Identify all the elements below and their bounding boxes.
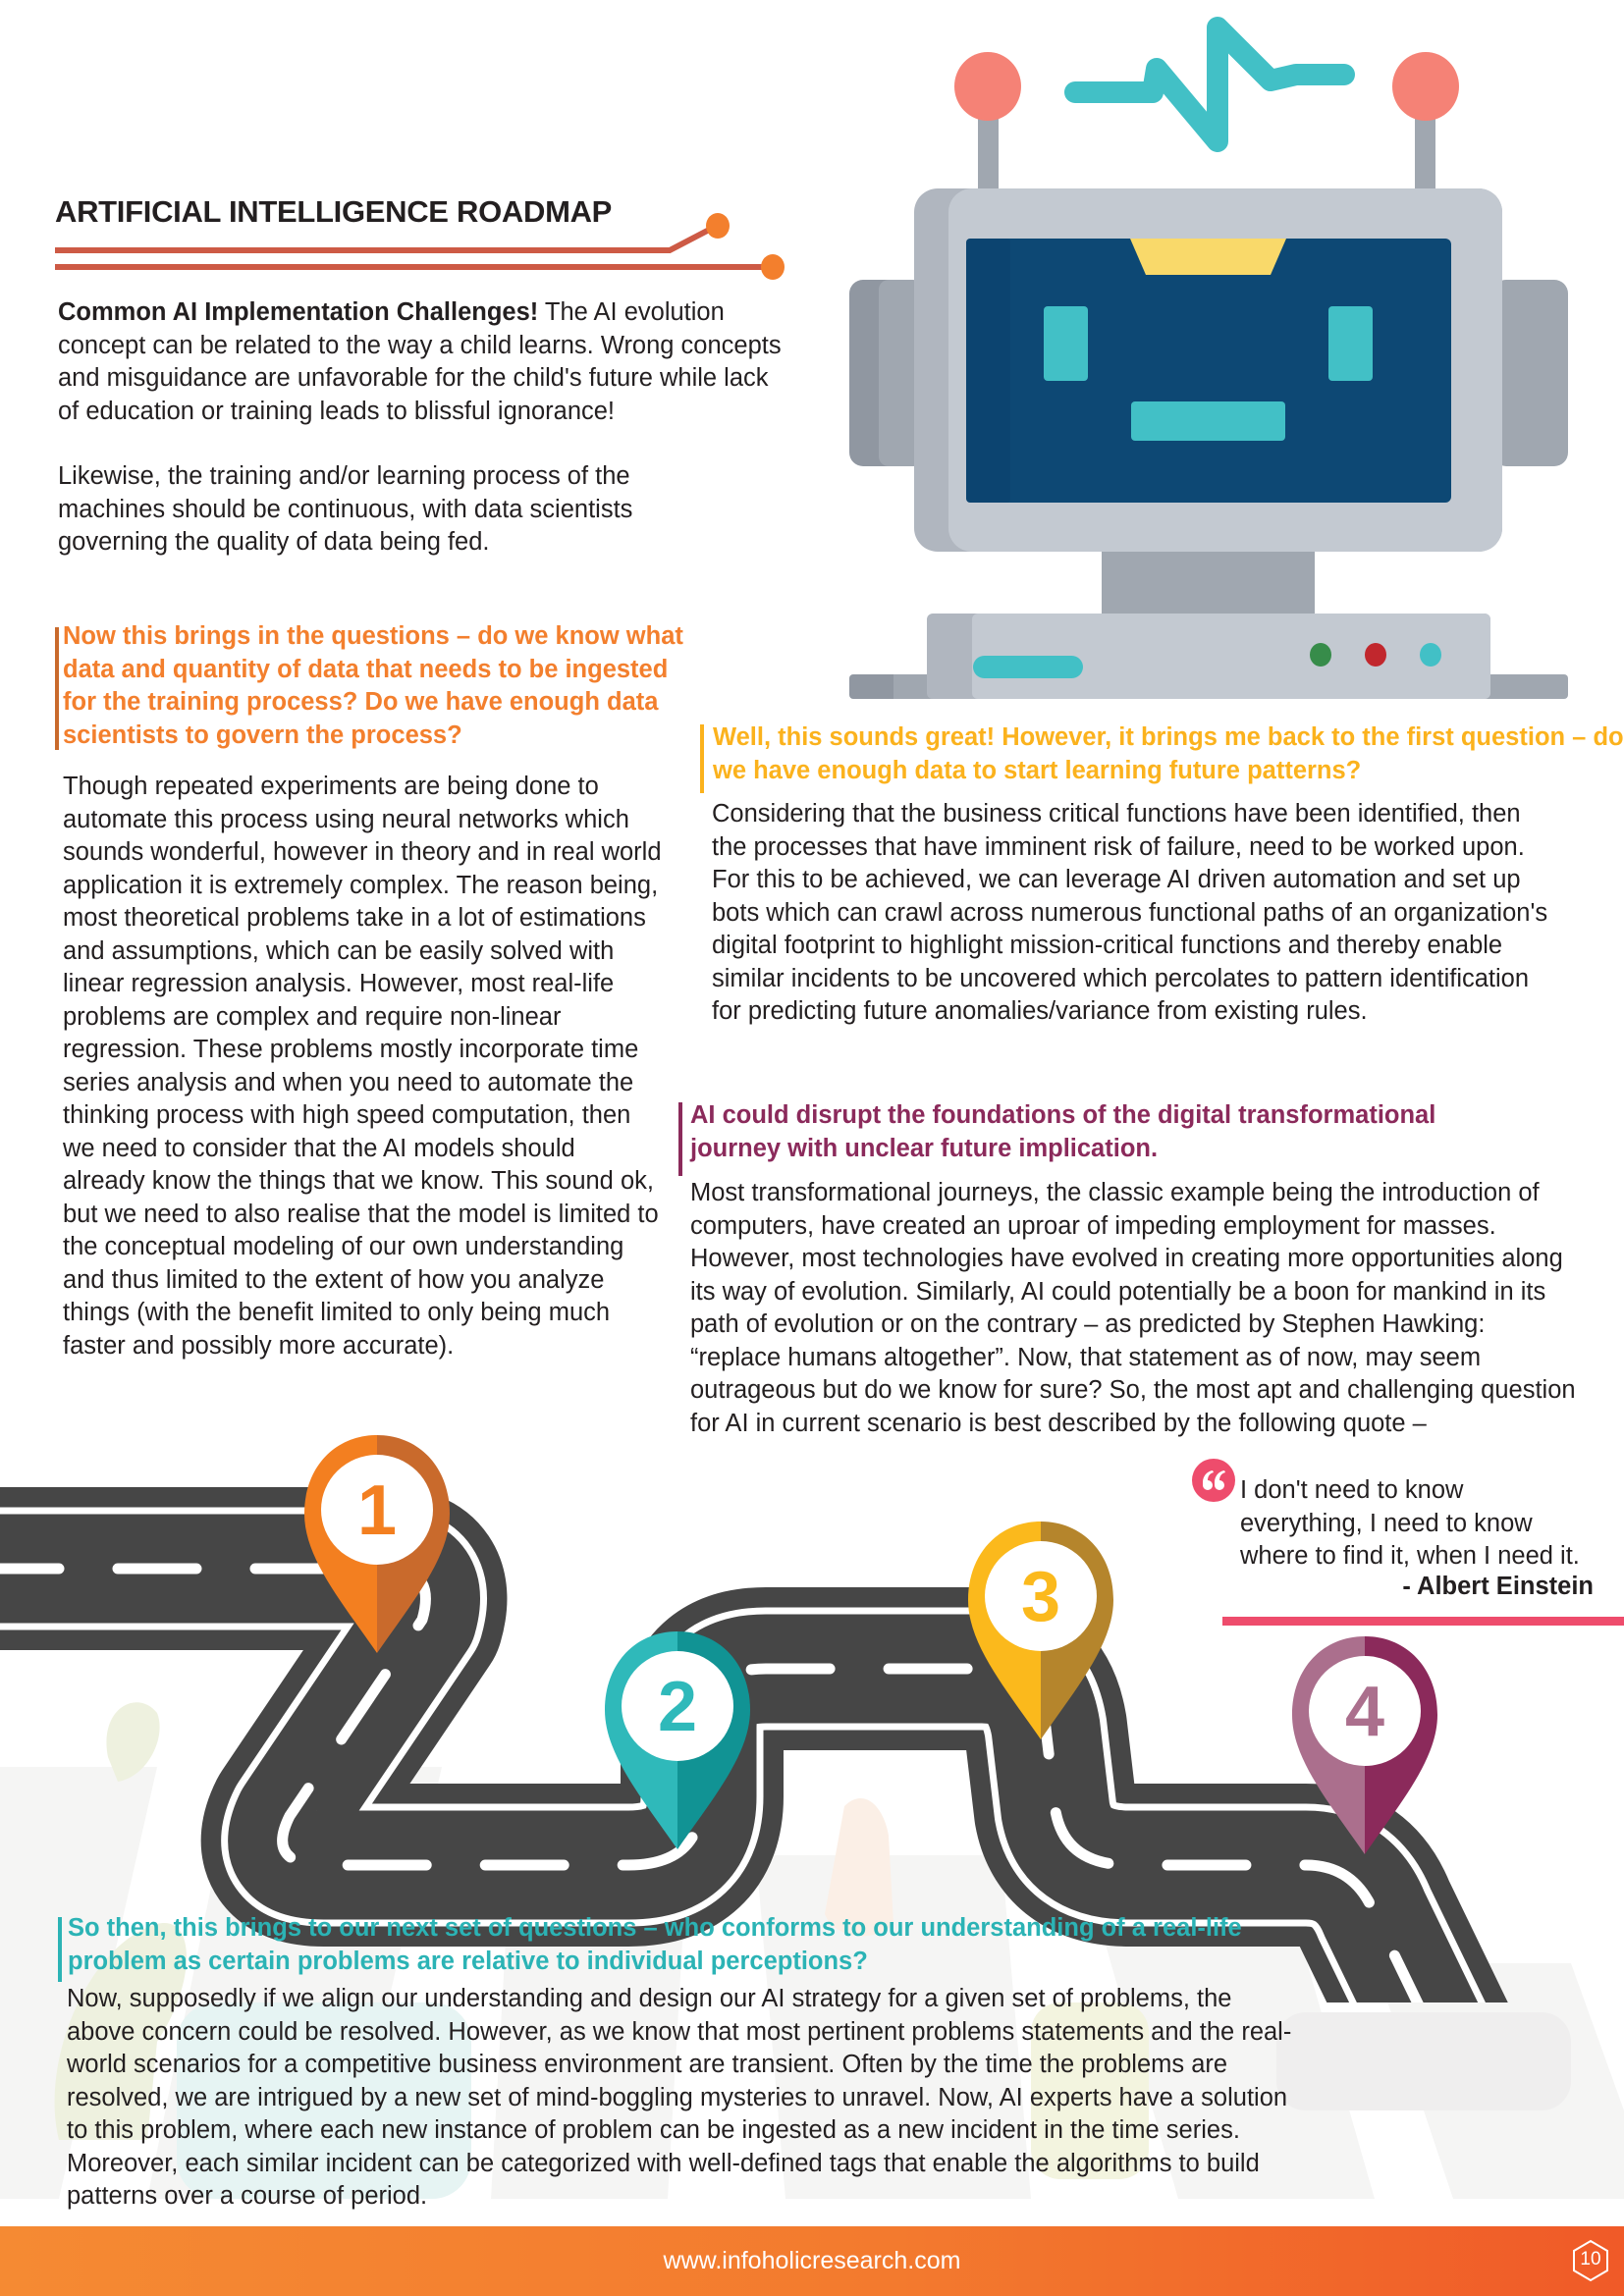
roadmap-pin-2 bbox=[603, 1631, 752, 1849]
svg-text:4: 4 bbox=[1344, 1673, 1385, 1751]
section-3-heading: AI could disrupt the foundations of the digital transformational journey with unclear future implication. bbox=[690, 1101, 1436, 1162]
section-1-body: Though repeated experiments are being done to automate this process using neural networks which sounds wonderful, however in theory and in real world application it is extremely complex. The reason being, most theoretical problems take in a lot of estimations and assumptions, which can be easily solved with linear regression analysis. However, most real-life problems are complex and require non-linear regression. These problems mostly incorporate time series analysis and when you need to automate the thinking process with high speed computation, then we need to consider that the AI models should already know the things that we know. This sound ok, but we need to also realise that the model is limited to the conceptual modeling of our own understanding and thus limited to the extent of how you analyze things (with the benefit limited to only being much faster and possibly more accurate). bbox=[63, 773, 662, 1360]
page-number-badge bbox=[1571, 2239, 1610, 2282]
section-2-body: Considering that the business critical functions have been identified, then the processes that have imminent risk of failure, need to be worked upon. For this to be achieved, we can leverage AI driven automation and set up bots which can crawl across numerous functional paths of an organization's digital footprint to highlight mission-critical functions and thereby enable similar incidents to be uncovered which percolates to pattern identification for predicting future anomalies/variance from existing rules. bbox=[712, 800, 1548, 1025]
svg-text:1: 1 bbox=[356, 1471, 398, 1550]
roadmap-pin-4 bbox=[1290, 1636, 1439, 1854]
intro-text: The AI evolution concept can be related to the way a child learns. Wrong concepts and misguidance are unfavorable for the child's future while lack of education or training leads to blissful ignorance! bbox=[58, 298, 782, 425]
intro-lead: Common AI Implementation Challenges! bbox=[58, 298, 539, 326]
quote-underline bbox=[1222, 1617, 1624, 1626]
quote-icon bbox=[1191, 1459, 1236, 1502]
svg-text:2: 2 bbox=[657, 1668, 698, 1746]
section-4-body: Now, supposedly if we align our understanding and design our AI strategy for a given set of problems, the above concern could be resolved. However, as we know that most pertinent problems statements and the real-world scenarios for a competitive business environment are transient. Often by the time the problems are resolved, we are intrigued by a new set of mind-boggling mysteries to unravel. Now, AI experts have a solution to this problem, where each new instance of problem can be ingested as a new incident in the time series. Moreover, each similar incident can be categorized with well-defined tags that enable the algorithms to build patterns over a course of period. bbox=[67, 1985, 1292, 2210]
roadmap-pin-1 bbox=[302, 1435, 452, 1653]
section-2-heading: Well, this sounds great! However, it brings me back to the first question – do we have enough data to start learning future patterns? bbox=[713, 723, 1624, 784]
roadmap-pin-3 bbox=[966, 1522, 1115, 1739]
svg-text:3: 3 bbox=[1020, 1558, 1061, 1636]
title-underline-decoration bbox=[49, 206, 795, 285]
footer-website-link[interactable]: www.infoholicresearch.com bbox=[663, 2247, 961, 2274]
section-3-accent-bar bbox=[678, 1102, 682, 1176]
intro bbox=[58, 296, 794, 560]
page-title: ARTIFICIAL INTELLIGENCE ROADMAP bbox=[55, 194, 613, 229]
quote-text: I don't need to know everything, I need to know where to find it, when I need it. bbox=[1240, 1476, 1580, 1570]
section-3-body: Most transformational journeys, the classic example being the introduction of computers, have created an uproar of impeding employment for masses. However, most technologies have evolved in creating more opportunities along its way of evolution. Similarly, AI could potentially be a boon for mankind in its path of evolution or on the contrary – as predicted by Stephen Hawking: “replace humans altogether”. Now, that statement as of now, may seem outrageous but do we know for sure? So, the most apt and challenging question for AI in current scenario is best described by the following quote – bbox=[690, 1179, 1576, 1437]
footer bbox=[0, 2226, 1624, 2296]
quote-author: - Albert Einstein bbox=[1402, 1573, 1594, 1600]
section-4-heading: So then, this brings to our next set of questions – who conforms to our understanding of a real-life problem as certain problems are relative to individual perceptions? bbox=[68, 1914, 1242, 1975]
page-number: 10 bbox=[1580, 2249, 1601, 2269]
section-1-heading: Now this brings in the questions – do we know what data and quantity of data that needs to be ingested for the training process? Do we have enough data scientists to govern the process? bbox=[63, 622, 683, 749]
intro-paragraph-2: Likewise, the training and/or learning process of the machines should be continuous, with data scientists governing the quality of data being fed. bbox=[58, 462, 633, 556]
section-2-accent-bar bbox=[700, 724, 704, 793]
robot-illustration bbox=[844, 0, 1624, 707]
intro-paragraph bbox=[58, 296, 794, 428]
